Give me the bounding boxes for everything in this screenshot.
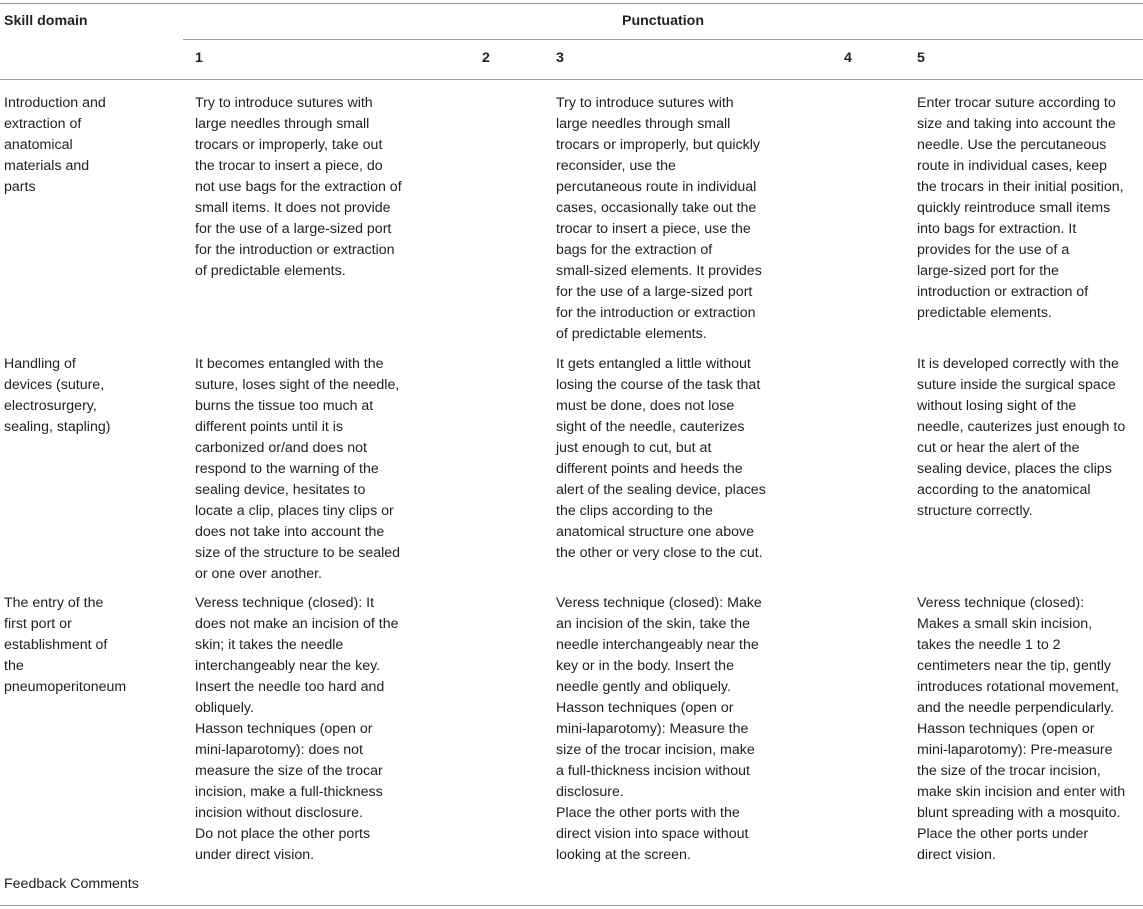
header-skill-domain: Skill domain: [4, 13, 88, 29]
table-bottom-rule: [0, 905, 1143, 906]
header-score-5: 5: [917, 50, 925, 66]
row-2-score-5: It is developed correctly with the suture inside the surgical space without losing sight of the needle, cauterizes just enough to cut or hear the alert of the sealing device, places the clips according to the anatomical structure correctly.: [917, 356, 1126, 519]
row-1-score-3: Try to introduce sutures with large needles through small trocars or improperly, but quickly reconsider, use the percutaneous route in individual cases, occasionally take out the trocar to insert a piece, use the bags for the extraction of small-sized elements. It provides for the use of a large-sized port for the introduction or extraction of predictable elements.: [556, 95, 762, 342]
header-score-3: 3: [556, 50, 564, 66]
row-3-skill-domain: The entry of the first port or establishment of the pneumoperitoneum: [4, 595, 127, 695]
row-2-score-3: It gets entangled a little without losing the course of the task that must be done, does not lose sight of the needle, cauterizes just enough to cut, but at different points and heeds the alert of the sealing device, places the clips according to the anatomical structure one above the other or very close to the cut.: [556, 356, 766, 561]
row-3-score-3: Veress technique (closed): Make an incision of the skin, take the needle interchangeably near the key or in the body. Insert the needle gently and obliquely. Hasson techniques (open or mini-laparotomy): Measure the size of the trocar incision, make a full-thickness incision without disclosure. Place the other ports with the direct vision into space without looking at the screen.: [556, 595, 762, 863]
row-3-score-1: Veress technique (closed): It does not make an incision of the skin; it takes the needle interchangeably near the key. Insert the needle too hard and obliquely. Hasson techniques (open or mini-laparotomy): does not measure the size of the trocar incision, make a full-thickness incision without disclosure. Do not place the other ports under direct vision.: [195, 595, 399, 863]
row-1-score-5: Enter trocar suture according to size and taking into account the needle. Use the percutaneous route in individual cases, keep the trocars in their initial position, quickly reintroduce small items into bags for extraction. It provides for the use of a large-sized port for the introduction or extraction of predictable elements.: [917, 95, 1124, 321]
row-2-skill-domain: Handling of devices (suture, electrosurgery, sealing, stapling): [4, 356, 111, 435]
feedback-comments-label: Feedback Comments: [4, 876, 139, 892]
header-punctuation: Punctuation: [622, 13, 704, 29]
punctuation-underline: [183, 39, 1143, 40]
header-score-2: 2: [482, 50, 490, 66]
row-2-score-1: It becomes entangled with the suture, loses sight of the needle, burns the tissue too much at different points until it is carbonized or/and does not respond to the warning of the sealing device, hesitates to locate a clip, places tiny clips or does not take into account the size of the structure to be sealed or one over another.: [195, 356, 401, 582]
row-3-score-5: Veress technique (closed): Makes a small skin incision, takes the needle 1 to 2 centimeters near the tip, gently introduces rotational movement, and the needle perpendicularly. Hasson techniques (open or mini-laparotomy): Pre-measure the size of the trocar incision, make skin incision and enter with blunt spreading with a mosquito. Place the other ports under direct vision.: [917, 595, 1126, 863]
header-score-1: 1: [195, 50, 203, 66]
table-top-rule: [0, 3, 1143, 4]
row-1-skill-domain: Introduction and extraction of anatomical materials and parts: [4, 95, 106, 195]
row-1-score-1: Try to introduce sutures with large needles through small trocars or improperly, take out the trocar to insert a piece, do not use bags for the extraction of small items. It does not provide for the use of a large-sized port for the introduction or extraction of predictable elements.: [195, 95, 402, 279]
header-bottom-rule: [0, 79, 1143, 80]
header-score-4: 4: [844, 50, 852, 66]
